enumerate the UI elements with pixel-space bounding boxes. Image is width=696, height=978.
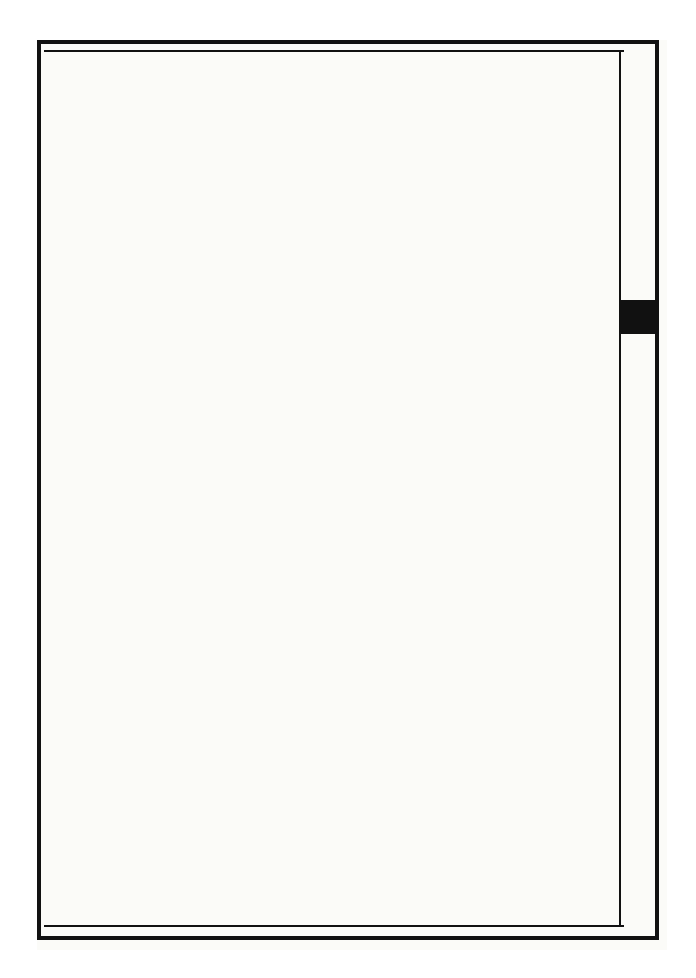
fish-tail-mark: [621, 300, 657, 334]
bottom-rule: [44, 925, 624, 927]
page-frame: [37, 40, 659, 940]
page-margin: [619, 50, 661, 926]
top-rule: [44, 50, 624, 52]
